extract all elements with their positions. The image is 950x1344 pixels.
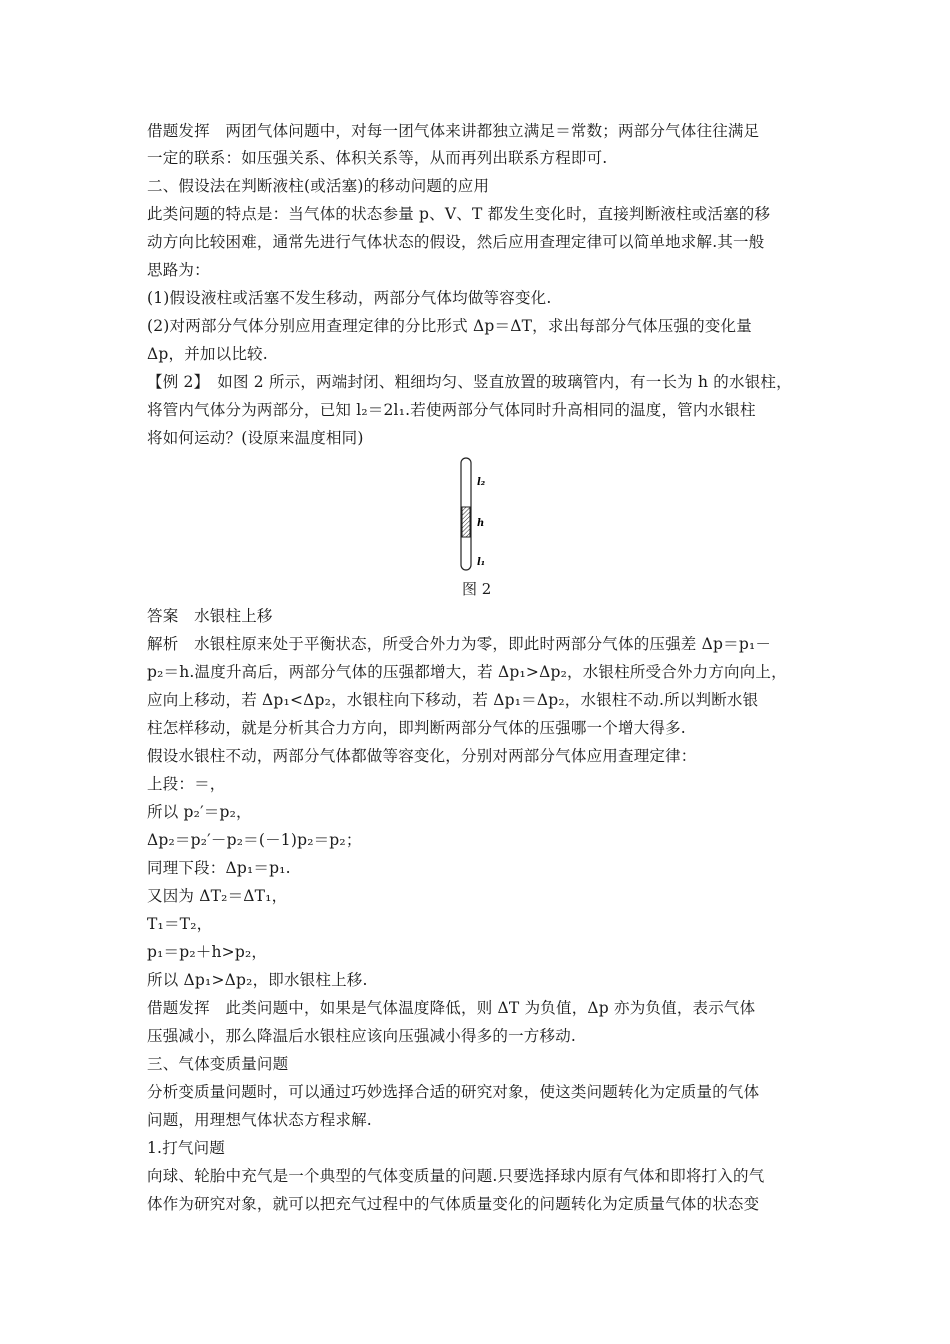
text-line: 一定的联系：如压强关系、体积关系等，从而再列出联系方程即可. — [147, 149, 608, 167]
text-line: 问题，用理想气体状态方程求解. — [147, 1111, 372, 1129]
text-line: 体作为研究对象，就可以把充气过程中的气体质量变化的问题转化为定质量气体的状态变 — [147, 1195, 760, 1213]
text-line: p₂＝h.温度升高后，两部分气体的压强都增大，若 Δp₁>Δp₂，水银柱所受合外力方向向上， — [147, 663, 787, 681]
text-line: 又因为 ΔT₂＝ΔT₁， — [147, 887, 288, 905]
section-heading: 三、气体变质量问题 — [147, 1055, 289, 1073]
section-heading: 二、假设法在判断液柱(或活塞)的移动问题的应用 — [147, 177, 490, 195]
text-line: Δp₂＝p₂′－p₂＝(－1)p₂＝p₂； — [147, 831, 362, 849]
text-line: 上段：＝， — [147, 775, 226, 793]
figure-caption: 图 2 — [462, 580, 492, 598]
text-line: 借题发挥 此类问题中，如果是气体温度降低，则 ΔT 为负值，Δp 亦为负值，表示气体 — [147, 999, 756, 1017]
answer-line: 答案 水银柱上移 — [147, 607, 273, 625]
text-line: 动方向比较困难，通常先进行气体状态的假设，然后应用查理定律可以简单地求解.其一般 — [147, 233, 765, 251]
text-line: 分析变质量问题时，可以通过巧妙选择合适的研究对象，使这类问题转化为定质量的气体 — [147, 1083, 760, 1101]
text-line: (2)对两部分气体分别应用查理定律的分比形式 Δp＝ΔT，求出每部分气体压强的变化量 — [147, 317, 752, 335]
text-line: 同理下段：Δp₁＝p₁. — [147, 859, 291, 877]
text-line: 思路为： — [147, 261, 210, 279]
example-heading: 【例 2】 如图 2 所示，两端封闭、粗细均匀、竖直放置的玻璃管内，有一长为 h 的水银柱， — [147, 373, 792, 391]
text-line: 压强减小，那么降温后水银柱应该向压强减小得多的一方移动. — [147, 1027, 577, 1045]
text-line: p₁＝p₂＋h>p₂， — [147, 943, 268, 961]
mercury-column — [462, 507, 470, 537]
text-line: 借题发挥 两团气体问题中，对每一团气体来讲都独立满足＝常数；两部分气体往往满足 — [147, 122, 760, 140]
text-line: 应向上移动，若 Δp₁<Δp₂，水银柱向下移动，若 Δp₁＝Δp₂，水银柱不动.所以判断水银 — [147, 691, 759, 709]
text-line: 向球、轮胎中充气是一个典型的气体变质量的问题.只要选择球内原有气体和即将打入的气 — [147, 1167, 765, 1185]
label-h: h — [477, 518, 485, 529]
text-line: (1)假设液柱或活塞不发生移动，两部分气体均做等容变化. — [147, 289, 552, 307]
text-line: 将如何运动？(设原来温度相同) — [147, 429, 364, 447]
text-line: 所以 Δp₁>Δp₂，即水银柱上移. — [147, 971, 368, 989]
text-line: 柱怎样移动，就是分析其合力方向，即判断两部分气体的压强哪一个增大得多. — [147, 719, 686, 737]
text-line: 解析 水银柱原来处于平衡状态，所受合外力为零，即此时两部分气体的压强差 Δp＝p₁－ — [147, 635, 772, 653]
text-line: 所以 p₂′＝p₂， — [147, 803, 252, 821]
subsection-heading: 1.打气问题 — [147, 1139, 225, 1157]
text-line: 此类问题的特点是：当气体的状态参量 p、V、T 都发生变化时，直接判断液柱或活塞的移 — [147, 205, 771, 223]
text-line: 假设水银柱不动，两部分气体都做等容变化，分别对两部分气体应用查理定律： — [147, 747, 697, 765]
label-l2: l₂ — [477, 477, 486, 488]
text-line: Δp，并加以比较. — [147, 345, 268, 363]
label-l1: l₁ — [477, 557, 486, 568]
text-line: 将管内气体分为两部分，已知 l₂＝2l₁.若使两部分气体同时升高相同的温度，管内水银柱 — [147, 401, 756, 419]
text-line: T₁＝T₂， — [147, 915, 213, 933]
